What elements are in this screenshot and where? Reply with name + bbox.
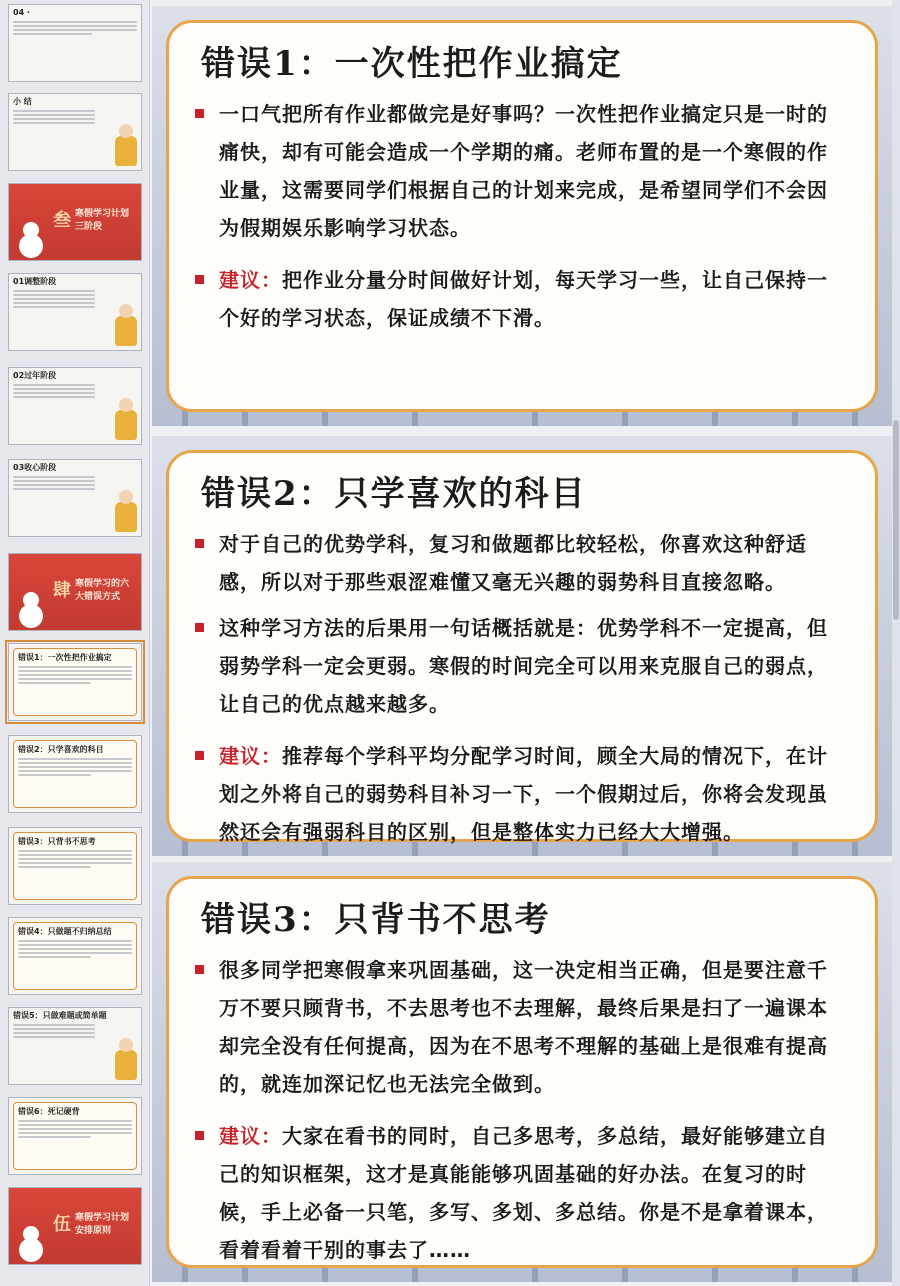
thumbnail-text-line (18, 956, 91, 958)
thumbnail-text-line (18, 682, 91, 684)
child-illustration (115, 410, 137, 440)
thumbnail-text-line (18, 670, 132, 672)
snowman-illustration (13, 582, 47, 628)
thumbnail-text-line (18, 762, 132, 764)
thumbnail-text-line (18, 944, 132, 946)
section-number: 叁 (53, 210, 71, 231)
thumbnail-title: 01调整阶段 (13, 277, 57, 286)
thumbnail-text-line (18, 858, 132, 860)
thumbnail-text-line (13, 298, 95, 300)
slide-title: 错误2：只学喜欢的科目 (201, 474, 587, 514)
thumbnail-text-line (18, 758, 132, 760)
bullet-paragraph (195, 95, 847, 247)
bullet-paragraph (195, 609, 847, 723)
thumbnail-title: 错误5：只做难题或简单题 (13, 1011, 107, 1020)
suggestion-label: 建议： (219, 744, 282, 768)
slide-thumbnail[interactable] (8, 735, 142, 813)
bullet-icon (195, 623, 204, 632)
slide (152, 862, 892, 1282)
bullet-icon (195, 275, 204, 284)
thumbnail-text-line (13, 33, 92, 35)
thumbnail-text-line (18, 850, 132, 852)
child-illustration (115, 136, 137, 166)
thumbnail-title: 小 结 (13, 97, 32, 106)
thumbnail-text-line (18, 952, 132, 954)
thumbnail-text-line (13, 302, 95, 304)
thumbnail-text-line (13, 476, 95, 478)
slide-thumbnail[interactable] (8, 4, 142, 82)
snowman-illustration (13, 212, 47, 258)
child-illustration (115, 1050, 137, 1080)
content-card (166, 450, 878, 842)
thumbnail-text-line (18, 678, 132, 680)
suggestion-paragraph (195, 261, 847, 337)
bullet-icon (195, 965, 204, 974)
thumbnail-frame (13, 740, 137, 808)
thumbnail-text-line (13, 392, 95, 394)
thumbnail-title: 错误3：只背书不思考 (18, 837, 96, 846)
thumbnail-title: 03收心阶段 (13, 463, 57, 472)
thumbnail-text-line (18, 1128, 132, 1130)
thumbnail-frame (13, 1102, 137, 1170)
thumbnail-text-line (18, 1132, 132, 1134)
thumbnail-text-line (13, 294, 95, 296)
thumbnail-title: 错误6：死记硬背 (18, 1107, 80, 1116)
paragraph-text: 大家在看书的同时，自己多思考，多总结，最好能够建立自己的知识框架，这才是真能能够巩固基础的好办法。在复习的时候，手上必备一只笔，多写、多划、多总结。你是不是拿着课本，看着看着干别的事去了…… (219, 1124, 828, 1262)
child-illustration (115, 502, 137, 532)
content-card (166, 876, 878, 1268)
slide-thumbnail[interactable] (8, 1097, 142, 1175)
paragraph-text: 很多同学把寒假拿来巩固基础，这一决定相当正确，但是要注意千万不要只顾背书，不去思考也不去理解，最终后果是扫了一遍课本却完全没有任何提高，因为在不思考不理解的基础上是很难有提高的，就连加深记忆也无法完全做到。 (219, 958, 828, 1096)
suggestion-label: 建议： (219, 268, 282, 292)
slide-thumbnail[interactable] (8, 827, 142, 905)
slide (152, 6, 892, 426)
thumbnail-text-line (13, 488, 95, 490)
thumbnail-text-line (13, 306, 95, 308)
thumbnail-title: 错误1：一次性把作业搞定 (18, 653, 112, 662)
thumbnail-text-line (13, 290, 95, 292)
slide-thumbnail[interactable] (8, 367, 142, 445)
thumbnail-text-line (18, 766, 132, 768)
bullet-paragraph (195, 525, 847, 601)
thumbnail-title: 寒假学习计划三阶段 (75, 209, 130, 232)
thumbnail-text-line (18, 770, 132, 772)
thumbnail-title: 寒假学习的六大错误方式 (75, 579, 130, 602)
paragraph-text: 一口气把所有作业都做完是好事吗？一次性把作业搞定只是一时的痛快，却有可能会造成一个学期的痛。老师布置的是一个寒假的作业量，这需要同学们根据自己的计划来完成，是希望同学们不会因为假期娱乐影响学习状态。 (219, 102, 828, 240)
scrollbar-thumb[interactable] (893, 420, 899, 620)
thumbnail-text-line (13, 118, 95, 120)
slide-thumbnail[interactable] (8, 273, 142, 351)
slide (152, 436, 892, 856)
thumbnail-text-line (18, 854, 132, 856)
suggestion-label: 建议： (219, 1124, 282, 1148)
child-illustration (115, 316, 137, 346)
paragraph-text: 对于自己的优势学科，复习和做题都比较轻松，你喜欢这种舒适感，所以对于那些艰涩难懂又毫无兴趣的弱势科目直接忽略。 (219, 532, 807, 594)
thumbnail-text-line (18, 866, 91, 868)
bullet-paragraph (195, 951, 847, 1103)
slide-thumbnail[interactable] (8, 1007, 142, 1085)
suggestion-paragraph (195, 737, 847, 851)
thumbnail-text-line (13, 480, 95, 482)
slide-thumbnail[interactable] (8, 1187, 142, 1265)
thumbnail-text-line (18, 1120, 132, 1122)
thumbnail-text-line (13, 1036, 95, 1038)
thumbnail-text-line (13, 114, 95, 116)
thumbnail-text-line (13, 25, 137, 27)
slide-title: 错误3：只背书不思考 (201, 900, 551, 940)
thumbnail-title: 错误4：只做题不归纳总结 (18, 927, 112, 936)
thumbnail-text-line (13, 484, 95, 486)
thumbnail-frame (13, 832, 137, 900)
thumbnail-frame (13, 648, 137, 716)
thumbnail-title: 04 · (13, 8, 30, 17)
thumbnail-text-line (13, 396, 95, 398)
bullet-icon (195, 539, 204, 548)
bullet-icon (195, 1131, 204, 1140)
thumbnail-text-line (18, 1124, 132, 1126)
suggestion-paragraph (195, 1117, 847, 1269)
content-card (166, 20, 878, 412)
section-number: 肆 (53, 580, 71, 601)
thumbnail-text-line (18, 774, 91, 776)
slide-thumbnail[interactable] (8, 917, 142, 995)
slide-thumbnail[interactable] (8, 643, 142, 721)
thumbnail-text-line (13, 110, 95, 112)
thumbnail-text-line (13, 388, 95, 390)
thumbnail-text-line (18, 1136, 91, 1138)
thumbnail-text-line (18, 948, 132, 950)
snowman-illustration (13, 1216, 47, 1262)
thumbnail-text-line (13, 21, 137, 23)
thumbnail-text-line (18, 862, 132, 864)
slide-thumbnail-panel (0, 0, 150, 1286)
paragraph-text: 这种学习方法的后果用一句话概括就是：优势学科不一定提高，但弱势学科一定会更弱。寒假的时间完全可以用来克服自己的弱点，让自己的优点越来越多。 (219, 616, 828, 716)
thumbnail-text-line (13, 384, 95, 386)
paragraph-text: 把作业分量分时间做好计划，每天学习一些，让自己保持一个好的学习状态，保证成绩不下滑。 (219, 268, 828, 330)
section-number: 伍 (53, 1214, 71, 1235)
bullet-icon (195, 109, 204, 118)
thumbnail-title: 寒假学习计划安排原则 (75, 1213, 130, 1236)
thumbnail-title: 02过年阶段 (13, 371, 57, 380)
thumbnail-text-line (13, 29, 137, 31)
slide-thumbnail[interactable] (8, 553, 142, 631)
thumbnail-text-line (13, 1024, 95, 1026)
thumbnail-title: 错误2：只学喜欢的科目 (18, 745, 104, 754)
paragraph-text: 推荐每个学科平均分配学习时间，顾全大局的情况下，在计划之外将自己的弱势科目补习一下，一个假期过后，你将会发现虽然还会有强弱科目的区别，但是整体实力已经大大增强。 (219, 744, 828, 844)
vertical-scrollbar[interactable] (892, 0, 900, 1286)
thumbnail-text-line (13, 1028, 95, 1030)
thumbnail-text-line (13, 1032, 95, 1034)
thumbnail-text-line (18, 940, 132, 942)
thumbnail-text-line (18, 666, 132, 668)
slide-thumbnail[interactable] (8, 93, 142, 171)
thumbnail-text-line (13, 122, 95, 124)
slide-thumbnail[interactable] (8, 183, 142, 261)
thumbnail-text-line (18, 674, 132, 676)
thumbnail-frame (13, 922, 137, 990)
slide-thumbnail[interactable] (8, 459, 142, 537)
bullet-icon (195, 751, 204, 760)
slide-title: 错误1：一次性把作业搞定 (201, 44, 623, 84)
